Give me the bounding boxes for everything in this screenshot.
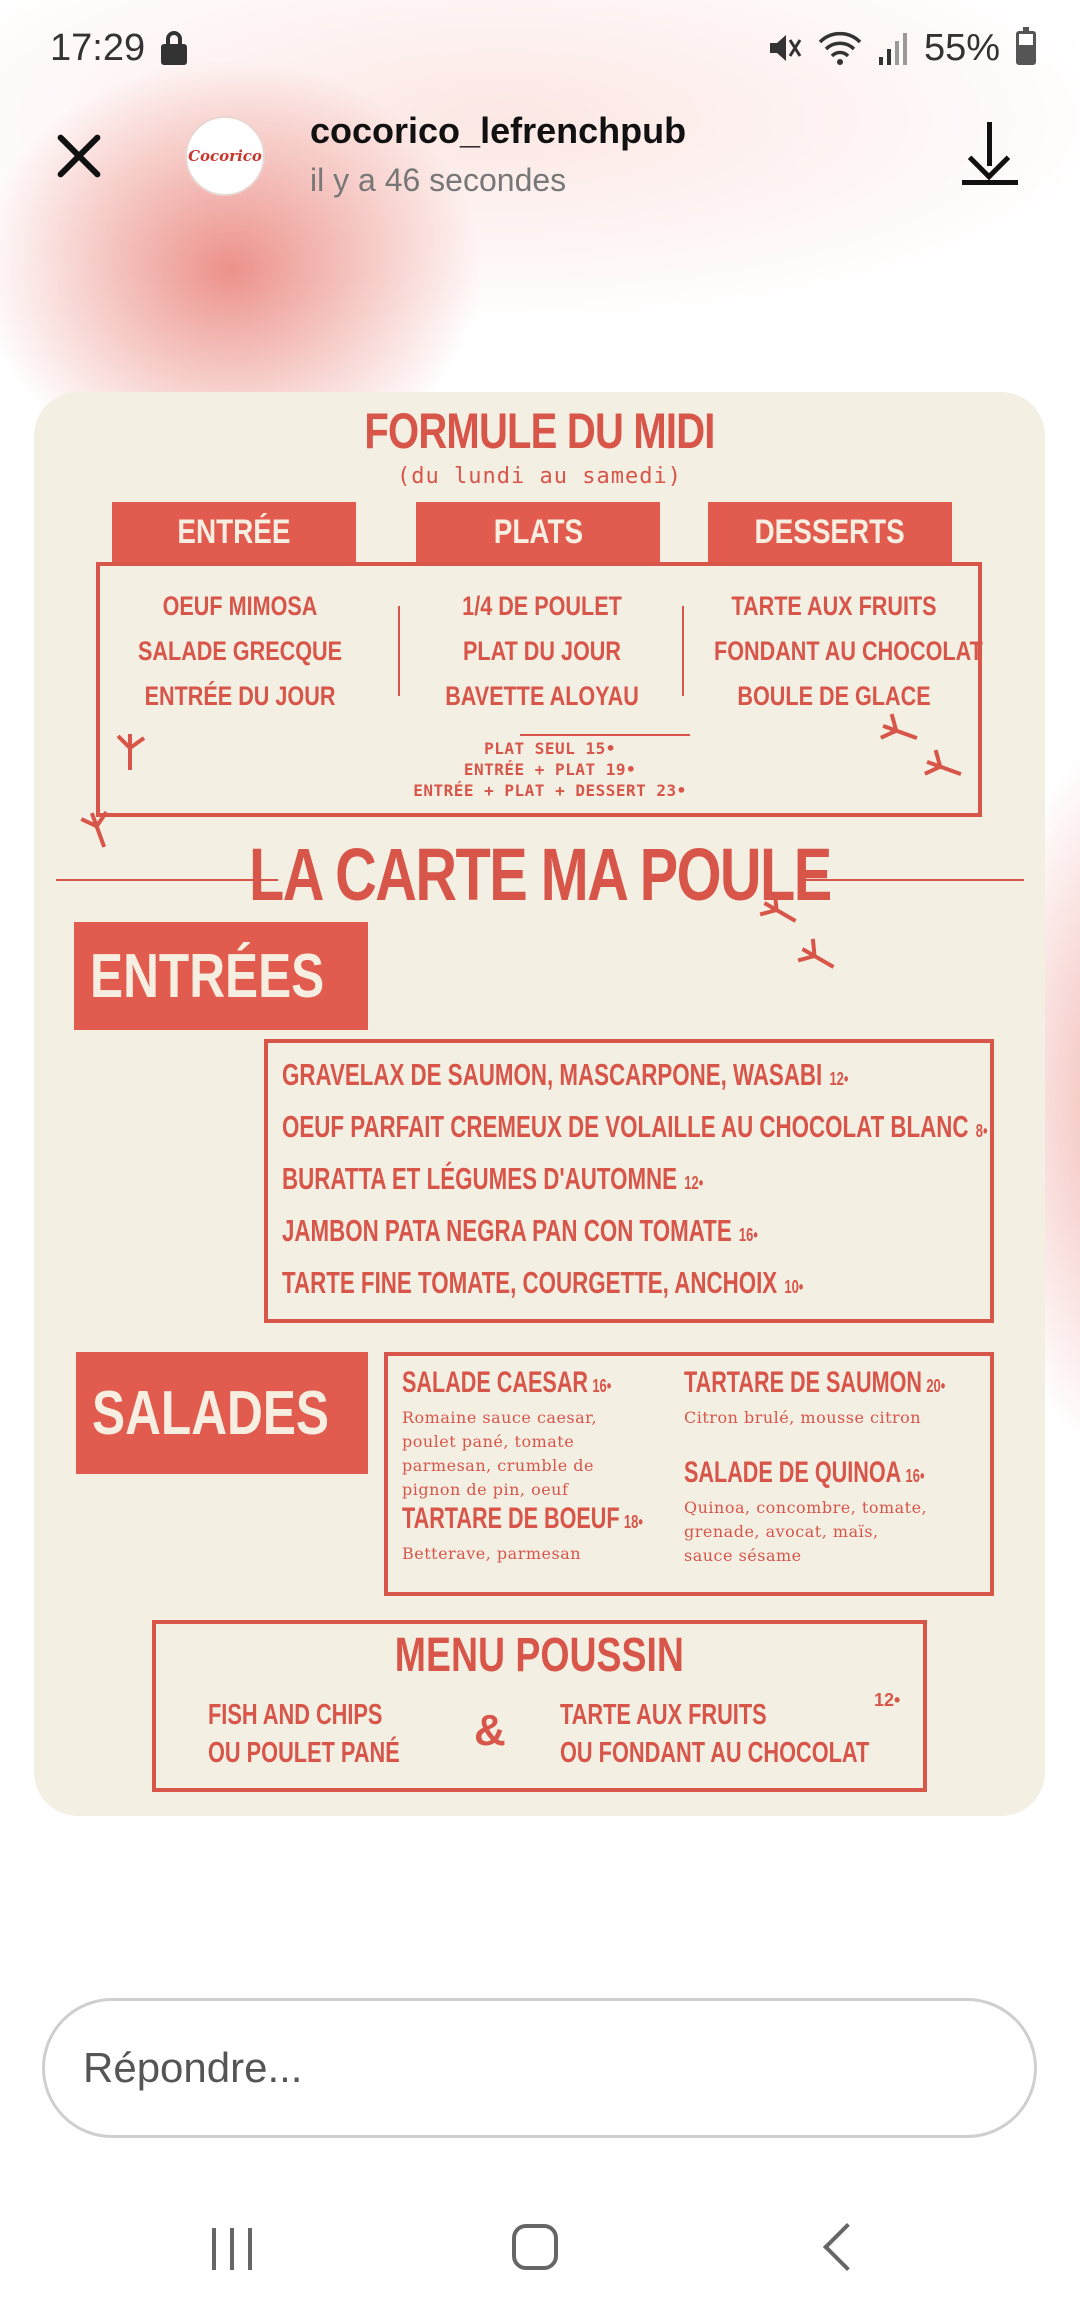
- tab-desserts: DESSERTS: [708, 502, 952, 562]
- menu-image: [34, 392, 1045, 1816]
- list-item: JAMBON PATA NEGRA PAN CON TOMATE 16•: [282, 1213, 758, 1248]
- battery-icon: [1016, 31, 1036, 65]
- chicken-foot-icon: [791, 931, 846, 986]
- salades-label: SALADES: [76, 1352, 368, 1474]
- divider: [520, 734, 690, 736]
- poussin-title: MENU POUSSIN: [394, 1629, 685, 1682]
- wifi-icon: [818, 30, 862, 66]
- carte-title: LA CARTE MA POULE: [248, 833, 831, 916]
- story-header: [0, 100, 1080, 210]
- menu-poussin-box: [152, 1620, 927, 1792]
- salad-description: Betterave, parmesan: [402, 1544, 582, 1563]
- list-item: FONDANT AU CHOCOLAT: [714, 636, 983, 666]
- plats-column: [392, 584, 692, 719]
- close-button[interactable]: [48, 126, 108, 186]
- home-icon[interactable]: [512, 2224, 558, 2270]
- avatar[interactable]: [185, 116, 265, 196]
- signal-icon: [878, 31, 908, 65]
- list-item: OEUF PARFAIT CREMEUX DE VOLAILLE AU CHOCOLAT BLANC 8•: [282, 1109, 988, 1144]
- salades-box: [384, 1352, 994, 1596]
- navigation-bar: [0, 2180, 1080, 2316]
- list-item: SALADE DE QUINOA 16•: [684, 1456, 925, 1489]
- download-button[interactable]: [960, 118, 1020, 188]
- list-item: 1/4 DE POULET: [462, 591, 622, 621]
- salad-description: Romaine sauce caesar, poulet pané, tomate parmesan, crumble de pignon de pin, oeuf: [402, 1408, 598, 1499]
- list-item: BURATTA ET LÉGUMES D'AUTOMNE 12•: [282, 1161, 704, 1196]
- recents-icon[interactable]: [212, 2228, 256, 2270]
- list-item: SALADE CAESAR 16•: [402, 1366, 612, 1399]
- poussin-right: TARTE AUX FRUITS OU FONDANT AU CHOCOLAT: [560, 1699, 870, 1769]
- list-item: TARTE AUX FRUITS: [731, 591, 937, 621]
- poussin-ampersand: &: [474, 1706, 506, 1755]
- list-item: BAVETTE ALOYAU: [445, 681, 639, 711]
- avatar-logo-text: Cocorico: [188, 147, 262, 165]
- poussin-left: FISH AND CHIPS OU POULET PANÉ: [208, 1699, 400, 1769]
- tab-entree: ENTRÉE: [112, 502, 356, 562]
- dessert-column: [684, 584, 984, 719]
- battery-percent: 55%: [923, 26, 1000, 69]
- list-item: GRAVELAX DE SAUMON, MASCARPONE, WASABI 12•: [282, 1057, 849, 1092]
- list-item: ENTRÉE DU JOUR: [144, 681, 336, 711]
- list-item: BOULE DE GLACE: [737, 681, 931, 711]
- salad-description: Quinoa, concombre, tomate, grenade, avocat, maïs, sauce sésame: [684, 1498, 928, 1565]
- account-name[interactable]: cocorico_lefrenchpub: [310, 110, 687, 151]
- list-item: PLAT DU JOUR: [462, 636, 621, 666]
- post-time: il y a 46 secondes: [310, 162, 567, 198]
- entree-column: [90, 584, 390, 719]
- entrees-box: [264, 1039, 994, 1323]
- reply-input[interactable]: [42, 1998, 1037, 2138]
- salad-description: Citron brulé, mousse citron: [684, 1408, 922, 1427]
- poussin-price: 12•: [874, 1690, 901, 1710]
- formule-box: [96, 562, 982, 817]
- formule-subtitle: (du lundi au samedi): [397, 464, 682, 489]
- lock-icon: [161, 31, 187, 65]
- status-bar: [0, 0, 1080, 96]
- list-item: TARTE FINE TOMATE, COURGETTE, ANCHOIX 10•: [282, 1265, 804, 1300]
- formule-prices: PLAT SEUL 15• ENTRÉE + PLAT 19• ENTRÉE + PLAT + DESSERT 23•: [413, 739, 687, 800]
- entrees-label: ENTRÉES: [74, 922, 368, 1030]
- status-time: 17:29: [50, 26, 146, 69]
- tab-plats: PLATS: [416, 502, 660, 562]
- back-icon[interactable]: [823, 2223, 871, 2271]
- list-item: TARTARE DE SAUMON 20•: [684, 1366, 946, 1399]
- list-item: OEUF MIMOSA: [162, 591, 318, 621]
- formule-title: FORMULE DU MIDI: [364, 403, 715, 459]
- list-item: SALADE GRECQUE: [137, 636, 343, 666]
- mute-icon: [766, 30, 802, 66]
- chicken-foot-icon: [110, 732, 150, 772]
- list-item: TARTARE DE BOEUF 18•: [402, 1502, 643, 1535]
